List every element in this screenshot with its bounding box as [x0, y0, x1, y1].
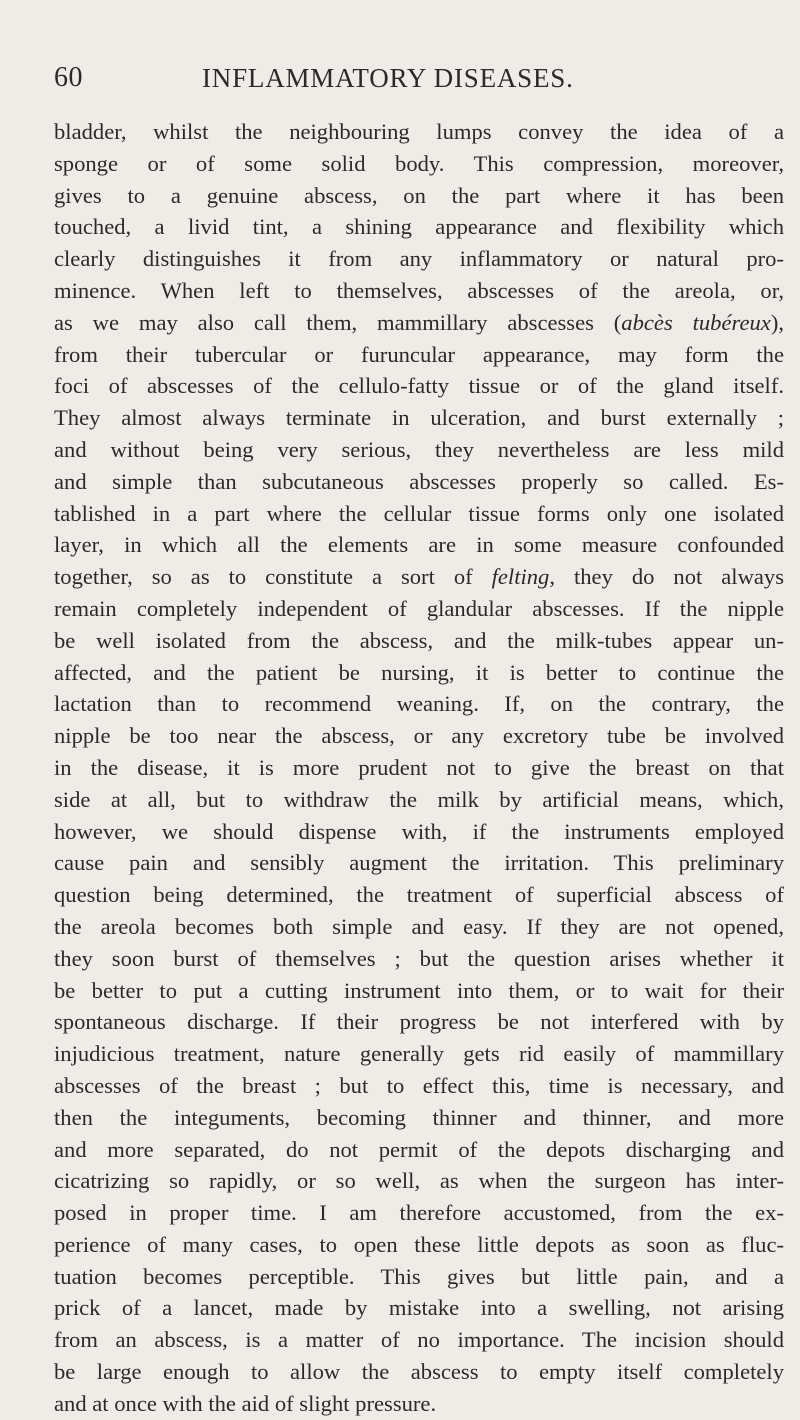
text-line — [54, 466, 784, 498]
running-head: INFLAMMATORY DISEASES. — [202, 63, 574, 93]
text-segment: gives to a genuine abscess, on the part where it has been — [54, 182, 784, 208]
text-segment: they soon burst of themselves ; but the question arises whether it — [54, 945, 784, 971]
text-line — [54, 911, 784, 943]
text-segment: prick of a lancet, made by mistake into a swelling, not arising — [54, 1295, 784, 1321]
text-segment: , they do not always — [549, 564, 784, 590]
text-line — [54, 1356, 784, 1388]
text-line — [54, 339, 784, 371]
text-line — [54, 1102, 784, 1134]
italic-term: felting — [491, 564, 550, 590]
text-segment: side at all, but to withdraw the milk by artificial means, which, — [54, 786, 784, 812]
italic-term: abcès tubéreux — [621, 309, 771, 335]
text-segment: abscesses of the breast ; but to effect this, time is necessary, and — [54, 1072, 784, 1098]
text-line — [54, 688, 784, 720]
text-segment: nipple be too near the abscess, or any excretory tube be involved — [54, 723, 784, 749]
text-line — [54, 243, 784, 275]
text-line — [54, 1070, 784, 1102]
text-segment: cause pain and sensibly augment the irritation. This preliminary — [54, 850, 784, 876]
text-line — [54, 720, 784, 752]
text-segment: however, we should dispense with, if the instruments employed — [54, 818, 784, 844]
text-segment: injudicious treatment, nature generally gets rid easily of mammillary — [54, 1041, 784, 1067]
text-segment: ), — [770, 309, 784, 335]
text-segment: be well isolated from the abscess, and the milk-tubes appear un- — [54, 627, 784, 653]
text-segment: They almost always terminate in ulceration, and burst externally ; — [54, 405, 784, 431]
text-segment: and without being very serious, they nevertheless are less mild — [54, 436, 784, 462]
text-segment: foci of abscesses of the cellulo-fatty tissue or of the gland itself. — [54, 373, 784, 399]
text-line — [54, 434, 784, 466]
text-line — [54, 370, 784, 402]
text-segment: layer, in which all the elements are in some measure confounded — [54, 532, 784, 558]
text-line — [54, 180, 784, 212]
text-line — [54, 275, 784, 307]
text-segment: clearly distinguishes it from any inflammatory or natural pro- — [54, 246, 784, 272]
text-line — [54, 211, 784, 243]
text-line — [54, 1324, 784, 1356]
text-segment: tablished in a part where the cellular tissue forms only one isolated — [54, 500, 784, 526]
text-line — [54, 1006, 784, 1038]
text-line — [54, 561, 784, 593]
text-segment: touched, a livid tint, a shining appearance and flexibility which — [54, 214, 784, 240]
text-segment: affected, and the patient be nursing, it is better to continue the — [54, 659, 784, 685]
page-number: 60 — [54, 62, 83, 93]
text-line — [54, 1197, 784, 1229]
text-segment: the areola becomes both simple and easy. If they are not opened, — [54, 913, 784, 939]
text-segment: cicatrizing so rapidly, or so well, as when the surgeon has inter- — [54, 1168, 784, 1194]
text-segment: minence. When left to themselves, abscesses of the areola, or, — [54, 277, 784, 303]
text-segment: sponge or of some solid body. This compression, moreover, — [54, 150, 784, 176]
text-segment: and more separated, do not permit of the depots discharging and — [54, 1136, 784, 1162]
text-line — [54, 402, 784, 434]
text-line — [54, 625, 784, 657]
text-segment: remain completely independent of glandular abscesses. If the nipple — [54, 595, 784, 621]
text-segment: together, so as to constitute a sort of — [54, 564, 492, 590]
text-segment: from their tubercular or furuncular appearance, may form the — [54, 341, 784, 367]
text-segment: be large enough to allow the abscess to empty itself completely — [54, 1359, 784, 1385]
text-line — [54, 1165, 784, 1197]
text-segment: then the integuments, becoming thinner and thinner, and more — [54, 1104, 784, 1130]
text-line — [54, 1134, 784, 1166]
text-line — [54, 1292, 784, 1324]
text-segment: perience of many cases, to open these little depots as soon as fluc- — [54, 1231, 784, 1257]
text-line — [54, 116, 784, 148]
text-segment: lactation than to recommend weaning. If, on the contrary, the — [54, 691, 784, 717]
text-line — [54, 816, 784, 848]
text-line — [54, 307, 784, 339]
text-segment: and simple than subcutaneous abscesses properly so called. Es- — [54, 468, 784, 494]
text-line — [54, 1038, 784, 1070]
text-segment: tuation becomes perceptible. This gives but little pain, and a — [54, 1263, 784, 1289]
text-line — [54, 1388, 784, 1420]
page-header — [54, 62, 784, 102]
text-line — [54, 784, 784, 816]
text-line — [54, 1261, 784, 1293]
text-line — [54, 498, 784, 530]
text-segment: be better to put a cutting instrument into them, or to wait for their — [54, 977, 784, 1003]
text-segment: as we may also call them, mammillary abscesses ( — [54, 309, 622, 335]
text-line — [54, 148, 784, 180]
text-line — [54, 879, 784, 911]
text-line — [54, 529, 784, 561]
text-line — [54, 847, 784, 879]
text-segment: spontaneous discharge. If their progress be not interfered with by — [54, 1009, 784, 1035]
text-line — [54, 593, 784, 625]
text-segment: bladder, whilst the neighbouring lumps convey the idea of a — [54, 119, 784, 144]
text-segment: posed in proper time. I am therefore accustomed, from the ex- — [54, 1200, 784, 1226]
text-line — [54, 943, 784, 975]
text-line — [54, 752, 784, 784]
text-segment: question being determined, the treatment of superficial abscess of — [54, 882, 784, 908]
text-segment: and at once with the aid of slight pressure. — [54, 1390, 437, 1416]
text-segment: from an abscess, is a matter of no importance. The incision should — [54, 1327, 784, 1353]
text-segment: in the disease, it is more prudent not to give the breast on that — [54, 754, 784, 780]
body-text — [54, 116, 784, 1420]
text-line — [54, 657, 784, 689]
text-line — [54, 975, 784, 1007]
text-line — [54, 1229, 784, 1261]
